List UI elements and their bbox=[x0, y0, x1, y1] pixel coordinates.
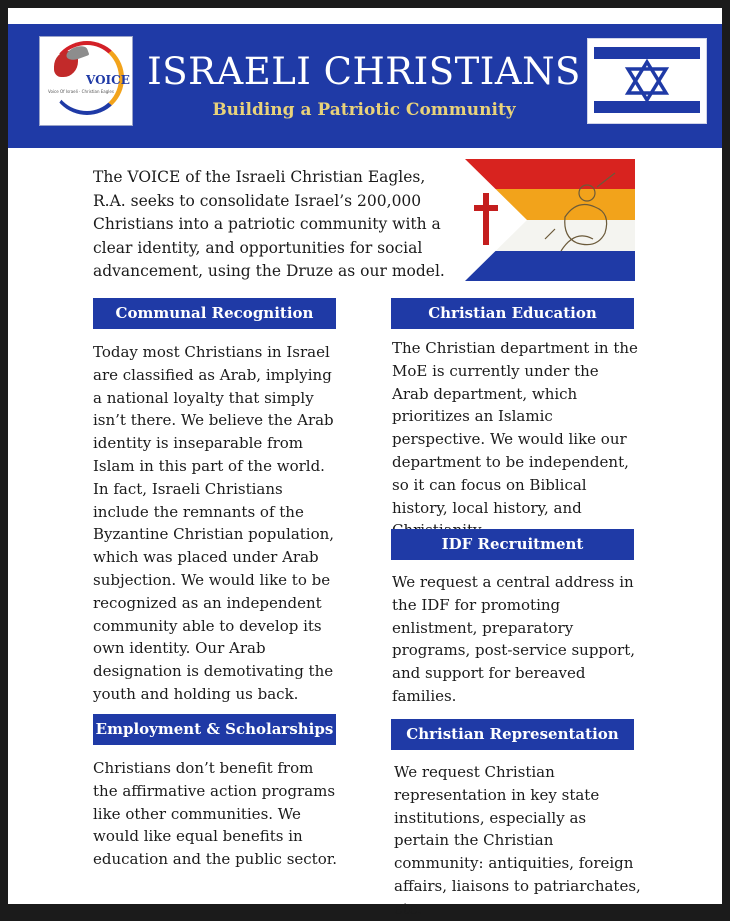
section-text-education: The Christian department in the MoE is currently under the Arab department, which prioritizes an Islamic perspective. We would like our department to be independent, so it can focus on Biblical history, local history, and bbox=[392, 339, 638, 517]
section-heading-idf: IDF Recruitment bbox=[391, 529, 634, 560]
christian-flag-icon bbox=[465, 159, 635, 281]
section-heading-representation: Christian Representation bbox=[391, 719, 634, 750]
logo-tagline: Voice Of Israeli · Christian Eagles bbox=[48, 89, 114, 94]
page-subtitle: Building a Patriotic Community bbox=[212, 100, 516, 120]
intro-paragraph: The VOICE of the Israeli Christian Eagles, R.A. seeks to consolidate Israel’s 200,000 Christians into a patriotic community with a clear identity, and opportunities for social advancement, using the Druze as our model. bbox=[93, 168, 445, 281]
poster-page bbox=[8, 8, 722, 918]
star-of-david-icon bbox=[624, 59, 670, 103]
israel-flag-icon bbox=[587, 38, 707, 124]
section-text-communal: Today most Christians in Israel are classified as Arab, implying a national loyalty that simply isn’t there. We believe the Arab identity is inseparable from Islam in this part of the world. In fact, Israeli Christians include the remnants of the Byzantine Christian population, which was placed under Arab subjection. We would like to be recognized as an independent community able to develop its own identity. Our Arab designation is demotivating the youth and holding us back. bbox=[93, 343, 335, 703]
section-heading-communal: Communal Recognition bbox=[93, 298, 336, 329]
page-title: ISRAELI CHRISTIANS bbox=[147, 50, 581, 93]
logo-word: VOICE bbox=[86, 73, 130, 87]
section-heading-employment: Employment & Scholarships bbox=[93, 714, 336, 745]
section-heading-education: Christian Education bbox=[391, 298, 634, 329]
section-text-idf: We request a central address in the IDF for promoting enlistment, preparatory programs, post-service support, and support for bereaved families. bbox=[392, 573, 636, 705]
section-text-representation: We request Christian representation in key state institutions, especially as pertain the Christian community: antiquities, foreign affairs, liaisons to patriarchates, etc. bbox=[394, 763, 641, 918]
section-text-employment: Christians don’t benefit from the affirmative action programs like other communities. We would like equal benefits in education and the public sector. bbox=[93, 759, 338, 869]
voice-eagle-logo bbox=[39, 36, 133, 126]
flag-stripe-top bbox=[594, 47, 700, 59]
